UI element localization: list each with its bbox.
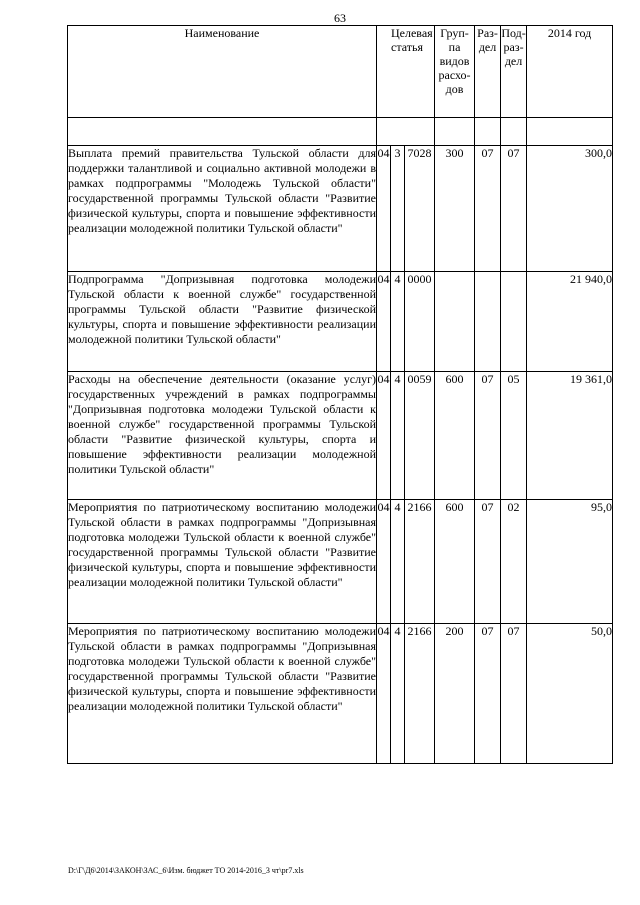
- row-code-3: 0000: [405, 272, 435, 372]
- row-expense-group: 600: [435, 372, 475, 500]
- row-code-3: 2166: [405, 624, 435, 764]
- header-section: Раз- дел: [475, 26, 501, 118]
- row-code-2: 4: [391, 372, 405, 500]
- row-amount: 21 940,0: [527, 272, 613, 372]
- row-subsection: 07: [501, 624, 527, 764]
- row-code-2: 4: [391, 500, 405, 624]
- row-code-2: 4: [391, 624, 405, 764]
- row-section: [475, 272, 501, 372]
- row-section: 07: [475, 624, 501, 764]
- row-section: 07: [475, 146, 501, 272]
- row-section: 07: [475, 372, 501, 500]
- row-name: Подпрограмма "Допризывная подготовка молодежи Тульской области к военной службе" государственной программы Тульской области "Развитие физической культуры, спорта и повышение эффективности реализации молодежной политики Тульской области": [68, 272, 377, 372]
- table-row: [68, 146, 613, 272]
- row-expense-group: [435, 272, 475, 372]
- table-row: [68, 272, 613, 372]
- row-name: Расходы на обеспечение деятельности (оказание услуг) государственных учреждений в рамках подпрограммы "Допризывная подготовка молодежи Тульской области к военной службе" государственной программы Тульской области "Развитие физической культуры, спорта и повышение эффективности реализации молодежной политики Тульской области": [68, 372, 377, 500]
- row-code-2: 3: [391, 146, 405, 272]
- row-code-1: 04: [377, 500, 391, 624]
- header-year: 2014 год: [527, 26, 613, 118]
- row-amount: 95,0: [527, 500, 613, 624]
- row-subsection: [501, 272, 527, 372]
- table-gap-row: [68, 118, 613, 146]
- row-code-3: 0059: [405, 372, 435, 500]
- row-code-3: 7028: [405, 146, 435, 272]
- row-amount: 19 361,0: [527, 372, 613, 500]
- row-code-2: 4: [391, 272, 405, 372]
- row-subsection: 02: [501, 500, 527, 624]
- row-amount: 50,0: [527, 624, 613, 764]
- header-target-article: Целевая статья: [377, 26, 435, 118]
- row-section: 07: [475, 500, 501, 624]
- header-name: Наименование: [68, 26, 377, 118]
- header-expense-group: Груп- па видов расхо- дов: [435, 26, 475, 118]
- table-row: [68, 372, 613, 500]
- row-name: Мероприятия по патриотическому воспитанию молодежи Тульской области в рамках подпрограммы "Допризывная подготовка молодежи Тульской области к военной службе" государственной программы Тульской области "Развитие физической культуры, спорта и повышение эффективности реализации молодежной политики Тульской области": [68, 500, 377, 624]
- header-subsection: Под- раз- дел: [501, 26, 527, 118]
- table-header-row: [68, 26, 613, 118]
- row-subsection: 07: [501, 146, 527, 272]
- row-code-1: 04: [377, 272, 391, 372]
- row-code-3: 2166: [405, 500, 435, 624]
- table-row: [68, 624, 613, 764]
- budget-table: [67, 25, 613, 764]
- row-name: Выплата премий правительства Тульской области для поддержки талантливой и социально активной молодежи в рамках подпрограммы "Молодежь Тульской области" государственной программы Тульской области "Развитие физической культуры, спорта и повышение эффективности реализации молодежной политики Тульской области": [68, 146, 377, 272]
- row-code-1: 04: [377, 146, 391, 272]
- page-number: 63: [334, 11, 346, 25]
- row-expense-group: 600: [435, 500, 475, 624]
- row-subsection: 05: [501, 372, 527, 500]
- row-code-1: 04: [377, 624, 391, 764]
- row-code-1: 04: [377, 372, 391, 500]
- row-expense-group: 300: [435, 146, 475, 272]
- table-row: [68, 500, 613, 624]
- footer-file-path: D:\Г\Д6\2014\ЗАКОН\ЗАС_6\Изм. бюджет ТО 2014-2016_3 чт\pr7.xls: [68, 866, 304, 875]
- row-name: Мероприятия по патриотическому воспитанию молодежи Тульской области в рамках подпрограммы "Допризывная подготовка молодежи Тульской области к военной службе" государственной программы Тульской области "Развитие физической культуры, спорта и повышение эффективности реализации молодежной политики Тульской области": [68, 624, 377, 764]
- row-amount: 300,0: [527, 146, 613, 272]
- row-expense-group: 200: [435, 624, 475, 764]
